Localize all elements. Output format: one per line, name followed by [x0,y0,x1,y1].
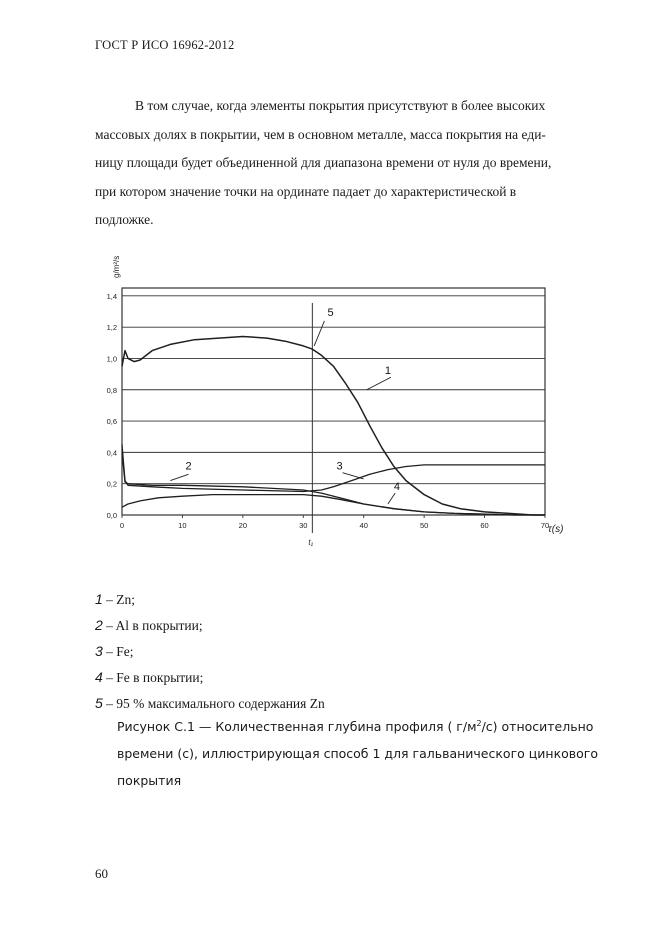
caption-text: /с) относительно [481,719,594,734]
caption-text: Рисунок С.1 — Количественная глубина профиля ( г/м [117,719,477,734]
paragraph-line: при котором значение точки на ординате падает до характеристической в [95,183,517,199]
y-tick-label: 1,0 [106,354,117,364]
x-tick-label: 30 [299,521,308,530]
legend-item [95,668,325,694]
x-tick-label: 70 [540,521,550,530]
legend-text: – Fe в покрытии; [102,670,204,685]
y-tick-label: 0,8 [106,385,117,395]
caption-superscript: 2 [476,718,482,728]
x-tick-label: 10 [178,521,187,530]
y-tick-label: 0,0 [106,511,117,520]
figure-caption [117,713,607,794]
y-tick-label: 0,2 [106,479,117,489]
y-tick-label: 1,4 [106,291,117,301]
legend-number: 4 [95,669,103,685]
paragraph-line: массовых долях в покрытии, чем в основном металле, масса покрытия на еди- [95,126,546,142]
curve-label: 3 [336,460,343,473]
caption-line: покрытия [117,773,182,788]
y-tick-label: 0,6 [106,417,117,427]
caption-line [117,713,607,740]
curve-label-leader [343,473,364,479]
legend-number: 3 [95,643,103,659]
curve-label-leader [170,474,188,480]
curve-label-leader [314,321,324,346]
curve-label-leader [367,377,391,390]
depth-profile-figure [92,238,592,563]
paragraph-line: ницу площади будет объединенной для диапазона времени от нуля до времени, [95,155,552,170]
depth-profile-chart [92,238,592,563]
legend-text: – Fe; [102,644,134,659]
curve-label: 1 [384,365,391,378]
x-tick-label: 20 [238,521,248,530]
x-tick-label: 40 [359,521,368,530]
document-header: ГОСТ Р ИСО 16962-2012 [95,38,235,52]
paragraph-line: В том случае, когда элементы покрытия присутствуют в более высоких [135,98,546,113]
curve-label-leader [388,493,395,504]
legend-text: – 95 % максимального содержания Zn [102,696,325,711]
legend-number: 1 [95,591,103,607]
y-axis-label: g/m²/s [112,255,121,278]
caption-line: времени (с), иллюстрирующая способ 1 для гальванического цинкового [117,746,598,761]
legend-number: 5 [95,695,103,711]
body-paragraph [95,92,615,235]
x-tick-label: 60 [480,521,489,530]
legend-item [95,590,325,616]
x-tick-label: 0 [119,521,125,530]
page-number: 60 [95,866,108,881]
y-tick-label: 0,4 [106,448,117,458]
paragraph-line: подложке. [95,212,154,227]
figure-legend [95,590,325,720]
legend-text: – Zn; [102,592,136,607]
legend-text: – Al в покрытии; [102,618,203,633]
y-tick-label: 1,2 [106,323,117,333]
legend-item [95,642,325,668]
plot-frame [122,288,545,515]
curve-label: 2 [185,460,192,473]
legend-item [95,616,325,642]
legend-number: 2 [95,617,103,633]
x-tick-label: 50 [419,521,429,530]
curve-label: 5 [327,307,334,320]
marker-label-t1: t₁ [308,538,314,547]
x-axis-label: τ(s) [548,524,564,535]
curve-label: 4 [393,480,401,493]
